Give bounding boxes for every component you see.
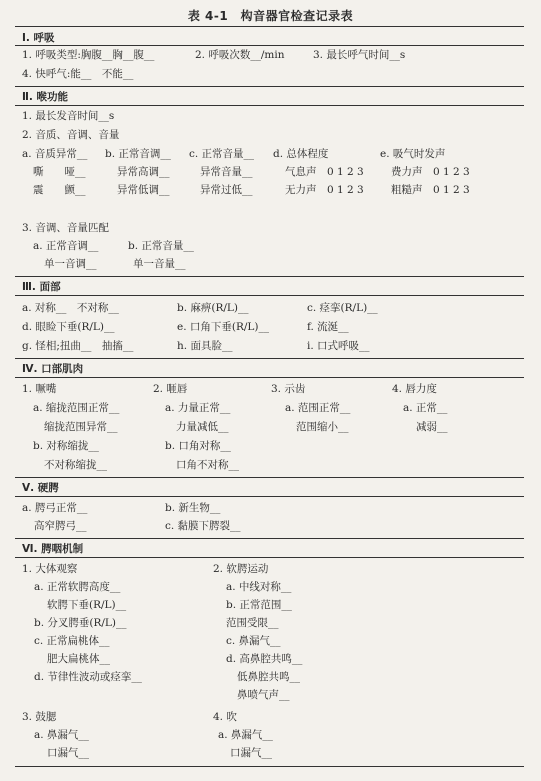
- match-item: a. 正常音调__: [33, 240, 99, 252]
- section-heading-face: Ⅲ. 面部: [22, 281, 61, 293]
- velopharyngeal-item: a. 中线对称__: [226, 581, 292, 593]
- face-item: e. 口角下垂(R/L)__: [177, 321, 269, 333]
- velopharyngeal-item: c. 正常扁桃体__: [34, 635, 110, 647]
- hard-palate-item: 高窄腭弓__: [34, 520, 87, 532]
- hard-palate-item: c. 黏膜下腭裂__: [165, 520, 241, 532]
- overall-degree-item: 无力声 0 1 2 3: [285, 184, 364, 196]
- oral-muscle-item: 减弱__: [416, 421, 448, 433]
- oral-muscle-item: 口角不对称__: [176, 459, 239, 471]
- oral-muscle-item: 不对称缩拢__: [44, 459, 107, 471]
- oral-muscle-item: 缩拢范围异常__: [44, 421, 118, 433]
- face-item: d. 眼睑下垂(R/L)__: [22, 321, 115, 333]
- oral-muscle-item: b. 口角对称__: [165, 440, 231, 452]
- face-item: f. 流涎__: [307, 321, 349, 333]
- overall-degree-item: d. 总体程度: [273, 148, 329, 160]
- oral-muscle-item: 3. 示齿: [271, 383, 306, 395]
- velopharyngeal-item: b. 分叉腭垂(R/L)__: [34, 617, 127, 629]
- oral-muscle-item: 力量减低__: [176, 421, 229, 433]
- section-heading-larynx: Ⅱ. 喉功能: [22, 91, 69, 103]
- divider: [15, 477, 524, 478]
- pitch-item: 异常高调__: [117, 166, 170, 178]
- oral-muscle-item: a. 正常__: [403, 402, 448, 414]
- pitch-item: 异常低调__: [117, 184, 170, 196]
- divider: [15, 295, 524, 296]
- max-exhale-time: 3. 最长呼气时间__s: [313, 49, 406, 61]
- pitch-item: b. 正常音调__: [105, 148, 171, 160]
- oral-muscle-item: 范围缩小__: [296, 421, 349, 433]
- quality-item: 震 颤__: [33, 184, 86, 196]
- overall-degree-item: 气息声 0 1 2 3: [285, 166, 364, 178]
- velopharyngeal-item: 软腭下垂(R/L)__: [47, 599, 127, 611]
- velopharyngeal-item: b. 正常范围__: [226, 599, 292, 611]
- match-item: 单一音调__: [44, 258, 97, 270]
- face-item: c. 痉挛(R/L)__: [307, 302, 378, 314]
- divider: [15, 358, 524, 359]
- oral-muscle-item: b. 对称缩拢__: [33, 440, 99, 452]
- oral-muscle-item: a. 力量正常__: [165, 402, 231, 414]
- velopharyngeal-item: 2. 软腭运动: [213, 563, 269, 575]
- fast-exhale: 4. 快呼气:能__ 不能__: [22, 68, 134, 80]
- velopharyngeal-item: 肥大扁桃体__: [47, 653, 110, 665]
- match-item: b. 正常音量__: [128, 240, 194, 252]
- face-item: h. 面具脸__: [177, 340, 233, 352]
- quality-item: a. 音质异常__: [22, 148, 88, 160]
- blow-item: a. 鼻漏气__: [218, 729, 273, 741]
- voice-quality-title: 2. 音质、音调、音量: [22, 129, 120, 141]
- inhalation-voice-item: 费力声 0 1 2 3: [391, 166, 470, 178]
- divider: [15, 766, 524, 767]
- match-item: 单一音量__: [133, 258, 186, 270]
- breath-type: 1. 呼吸类型:胸腹__胸__腹__: [22, 49, 155, 61]
- divider: [15, 496, 524, 497]
- velopharyngeal-item: c. 鼻漏气__: [226, 635, 281, 647]
- inhalation-voice-item: e. 吸气时发声: [380, 148, 446, 160]
- face-item: i. 口式呼吸__: [307, 340, 370, 352]
- oral-muscle-item: a. 缩拢范围正常__: [33, 402, 120, 414]
- blow-item: 口漏气__: [230, 747, 272, 759]
- hard-palate-item: b. 新生物__: [165, 502, 221, 514]
- face-item: b. 麻痹(R/L)__: [177, 302, 249, 314]
- oral-muscle-item: 1. 噘嘴: [22, 383, 57, 395]
- volume-item: 异常过低__: [200, 184, 253, 196]
- cheek-puff-item: 口漏气__: [47, 747, 89, 759]
- velopharyngeal-item: a. 正常软腭高度__: [34, 581, 121, 593]
- section-heading-breathing: Ⅰ. 呼吸: [22, 32, 55, 44]
- divider: [15, 538, 524, 539]
- divider: [15, 45, 524, 46]
- cheek-puff-item: a. 鼻漏气__: [34, 729, 89, 741]
- divider: [15, 86, 524, 87]
- pitch-volume-match-title: 3. 音调、音量匹配: [22, 222, 109, 234]
- face-item: a. 对称__ 不对称__: [22, 302, 119, 314]
- hard-palate-item: a. 腭弓正常__: [22, 502, 88, 514]
- divider: [15, 377, 524, 378]
- breath-rate: 2. 呼吸次数__/min: [195, 49, 285, 61]
- max-phonation-time: 1. 最长发音时间__s: [22, 110, 115, 122]
- oral-muscle-item: a. 范围正常__: [285, 402, 351, 414]
- oral-muscle-item: 4. 唇力度: [392, 383, 437, 395]
- section-heading-velopharyngeal: Ⅵ. 腭咽机制: [22, 543, 84, 555]
- velopharyngeal-item: 范围受限__: [226, 617, 279, 629]
- oral-muscle-item: 2. 咂唇: [153, 383, 188, 395]
- divider: [15, 26, 524, 27]
- velopharyngeal-item: d. 节律性波动或痉挛__: [34, 671, 142, 683]
- section-heading-hard-palate: Ⅴ. 硬腭: [22, 482, 59, 494]
- velopharyngeal-item: 鼻喷气声__: [237, 689, 290, 701]
- velopharyngeal-item: 1. 大体观察: [22, 563, 78, 575]
- blow-item: 4. 吹: [213, 711, 237, 723]
- section-heading-oral-muscles: Ⅳ. 口部肌肉: [22, 363, 84, 375]
- divider: [15, 105, 524, 106]
- inhalation-voice-item: 粗糙声 0 1 2 3: [391, 184, 470, 196]
- volume-item: 异常音量__: [200, 166, 253, 178]
- quality-item: 嘶 哑__: [33, 166, 86, 178]
- velopharyngeal-item: d. 高鼻腔共鸣__: [226, 653, 303, 665]
- volume-item: c. 正常音量__: [189, 148, 255, 160]
- cheek-puff-item: 3. 鼓腮: [22, 711, 57, 723]
- divider: [15, 276, 524, 277]
- velopharyngeal-item: 低鼻腔共鸣__: [237, 671, 300, 683]
- divider: [15, 557, 524, 558]
- table-title: 表 4-1 构音器官检查记录表: [187, 9, 354, 23]
- face-item: g. 怪相;扭曲__ 抽搐__: [22, 340, 134, 352]
